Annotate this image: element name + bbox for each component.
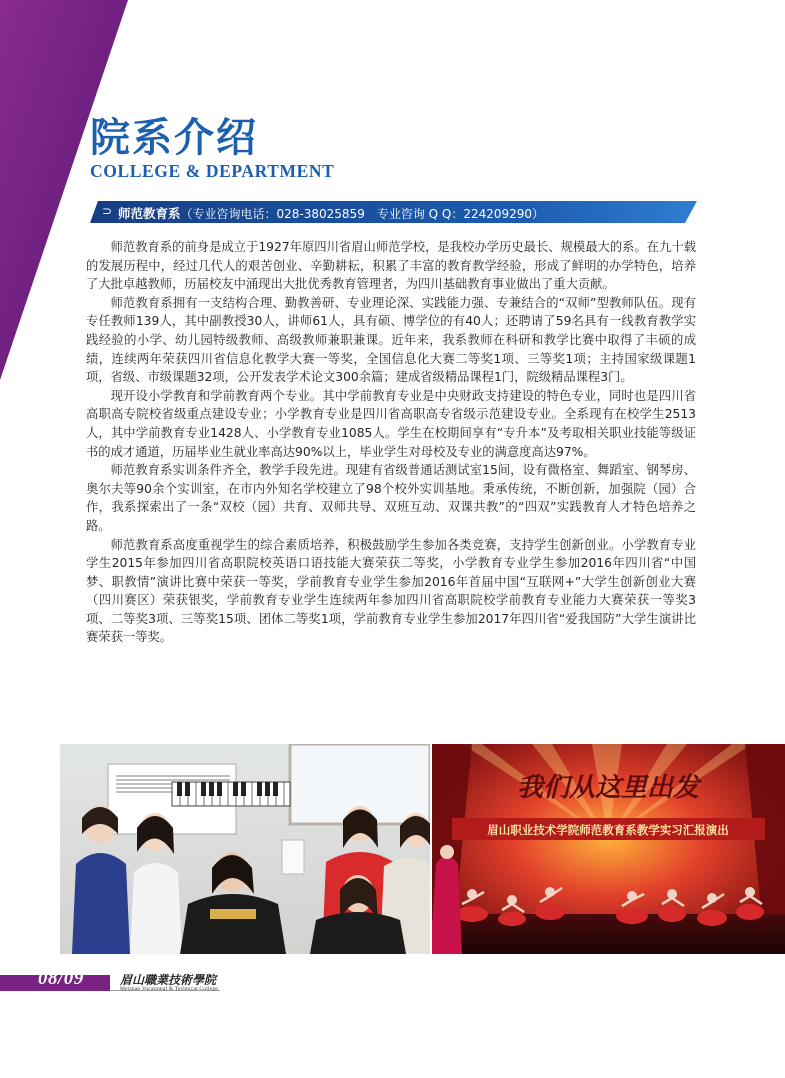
page-title: 院系介绍 (90, 114, 258, 161)
performance-photo (432, 744, 785, 954)
page-footer (0, 963, 785, 993)
school-name-cn: 眉山職業技術學院 (120, 973, 217, 987)
page-number-text: 08/09 (38, 968, 84, 989)
department-name: 师范教育系 (118, 206, 181, 221)
school-name-en: Meishan Vocational & Technical College (120, 986, 218, 992)
paragraph: 现开设小学教育和学前教育两个专业。其中学前教育专业是中央财政支持建设的特色专业，同时也是四川省高职高专院校省级重点建设专业；小学教育专业是四川省高职高专省级示范建设专业。全系现有在校学生2513人，其中学前教育专业1428人、小学教育专业1085人。学生在校期间享有“专升本”及考取相关职业技能等级证书的成才通道，历届毕业生就业率高达90%以上，毕业学生对母校及专业的满意度高达97%。 (86, 388, 696, 459)
page-number (38, 968, 84, 990)
paragraph: 师范教育系高度重视学生的综合素质培养，积极鼓励学生参加各类竞赛，支持学生创新创业。小学教育专业学生2015年参加四川省高职院校英语口语技能大赛荣获二等奖，小学教育专业学生参加2016年四川省“中国梦、职教情”演讲比赛中荣获一等奖，学前教育专业学生参加2016年首届中国“互联网+”大学生创新创业大赛（四川赛区）荣获银奖，学前教育专业学生连续两年参加四川省高职院校学前教育专业能力大赛荣获一等奖3项、二等奖3项、三等奖15项、团体二等奖1项，学前教育专业学生参加2017年四川省“爱我国防”大学生演讲比赛荣获一等奖。 (86, 537, 696, 645)
paragraph: 师范教育系实训条件齐全，教学手段先进。现建有省级普通话测试室15间，设有微格室、舞蹈室、钢琴房、奥尔夫等90余个实训室，在市内外知名学校建立了98个校外实训基地。秉承传统，不断创新，加强院（园）合作，我系探索出了一条“双校（园）共育、双师共导、双班互动、双课共教”的“四双”实践教育人才特色培养之路。 (86, 463, 696, 533)
stage-banner-subtitle: 眉山职业技术学院师范教育系教学实习汇报演出 (487, 823, 729, 837)
article-body (86, 238, 696, 647)
page-subtitle: COLLEGE & DEPARTMENT (90, 161, 335, 181)
department-banner (90, 201, 697, 223)
paragraph: 师范教育系的前身是成立于1927年原四川省眉山师范学校，是我校办学历史最长、规模最大的系。在九十载的发展历程中，经过几代人的艰苦创业、辛勤耕耘，积累了丰富的教育教学经验，形成了鲜明的办学特色，培养了大批卓越教师，历届校友中涌现出大批优秀教育管理者，为四川基础教育事业做出了重大贡献。 (86, 240, 696, 292)
arrow-icon: ⊃ (102, 204, 113, 218)
classroom-photo (60, 744, 430, 954)
stage-banner-title: 我们从这里出发 (516, 773, 700, 803)
paragraph: 师范教育系拥有一支结构合理、勤教善研、专业理论深、实践能力强、专兼结合的“双师”型教师队伍。现有专任教师139人，其中副教授30人，讲师61人，具有硕、博学位的有40人；还聘请了59名具有一线教育教学实践经验的小学、幼儿园特级教师、高级教师兼职兼课。近年来，我系教师在科研和教学比赛中取得了丰硕的成绩，连续两年荣获四川省信息化教学大赛一等奖，全国信息化大赛二等奖1项、三等奖1项；主持国家级课题1项，省级、市级课题32项，公开发表学术论文300余篇；建成省级精品课程1门，院级精品课程3门。 (86, 295, 696, 385)
contact-info: （专业咨询电话：028-38025859 专业咨询 Q Q：224209290） (180, 207, 545, 221)
photo-strip (60, 744, 785, 954)
banner-text (118, 204, 544, 222)
